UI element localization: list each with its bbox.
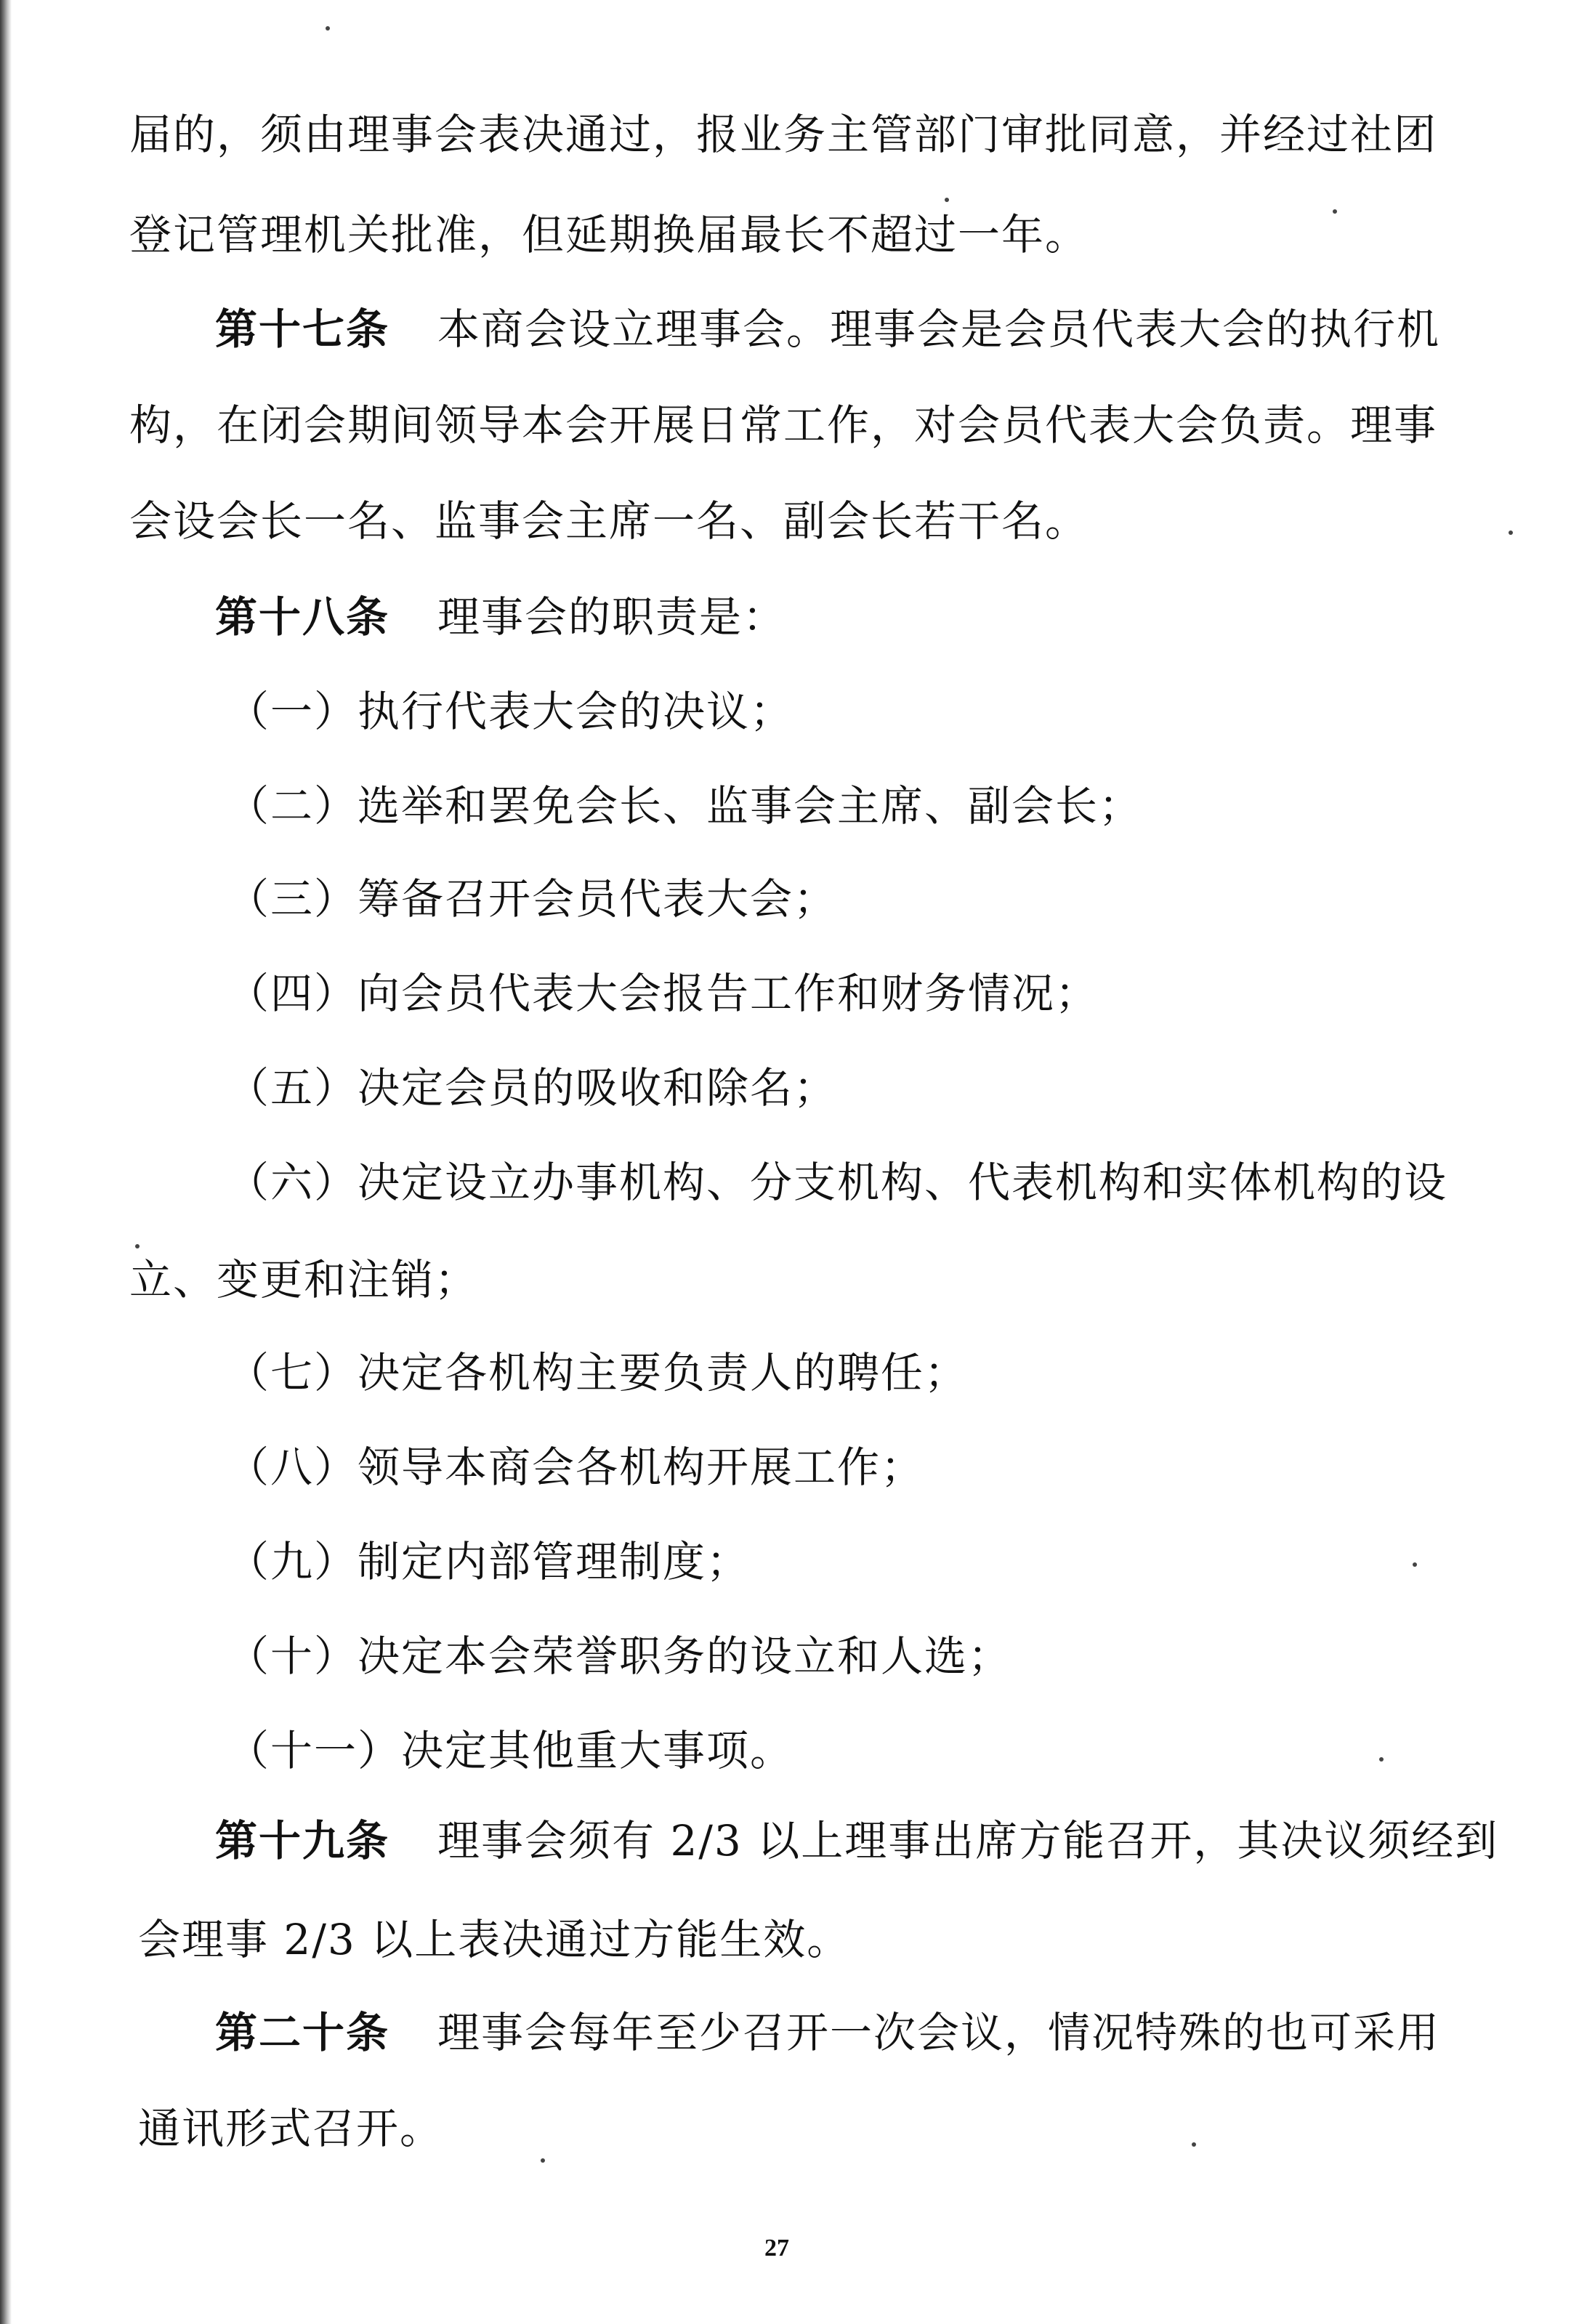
scan-speck — [1413, 1562, 1417, 1567]
text-line: 立、变更和注销； — [129, 1255, 479, 1304]
list-item: （六）决定设立办事机构、分支机构、代表机构和实体机构的设 — [227, 1158, 1448, 1207]
text-line: 登记管理机关批准，但延期换届最长不超过一年。 — [129, 210, 1089, 259]
text-line: 会理事 2/3 以上表决通过方能生效。 — [138, 1915, 851, 1964]
article-17-text: 本商会设立理事会。理事会是会员代表大会的执行机 — [437, 304, 1441, 354]
scan-speck — [945, 198, 949, 202]
list-item: （九）制定内部管理制度； — [227, 1537, 751, 1586]
text-line: 通讯形式召开。 — [138, 2104, 444, 2153]
scan-speck — [1192, 2142, 1196, 2147]
list-item: （二）选举和罢免会长、监事会主席、副会长； — [227, 781, 1143, 831]
scan-speck — [1509, 530, 1513, 535]
list-item: （十一）决定其他重大事项。 — [227, 1726, 794, 1775]
text-line: 届的，须由理事会表决通过，报业务主管部门审批同意，并经过社团 — [129, 110, 1438, 159]
article-19-number: 第十九条 — [215, 1816, 390, 1865]
scan-speck — [326, 26, 330, 31]
scan-speck — [1333, 209, 1337, 214]
article-19-text: 理事会须有 2/3 以上理事出席方能召开，其决议须经到 — [437, 1816, 1499, 1865]
article-17-number: 第十七条 — [215, 304, 390, 354]
scan-speck — [1379, 1757, 1384, 1762]
list-item: （十）决定本会荣誉职务的设立和人选； — [227, 1631, 1012, 1681]
page-number: 27 — [764, 2235, 789, 2262]
article-18-heading — [215, 593, 786, 641]
list-item: （三）筹备召开会员代表大会； — [227, 874, 838, 924]
article-19-heading — [215, 1817, 1498, 1865]
article-20-number: 第二十条 — [215, 2008, 390, 2057]
list-item: （四）向会员代表大会报告工作和财务情况； — [227, 969, 1099, 1018]
list-item: （八）领导本商会各机构开展工作； — [227, 1443, 925, 1492]
article-18-text: 理事会的职责是： — [437, 592, 787, 642]
list-item: （七）决定各机构主要负责人的聘任； — [227, 1348, 969, 1397]
text-line: 会设会长一名、监事会主席一名、副会长若干名。 — [129, 496, 1089, 546]
article-20-text: 理事会每年至少召开一次会议，情况特殊的也可采用 — [437, 2008, 1441, 2057]
article-18-number: 第十八条 — [215, 592, 390, 642]
list-item: （一）执行代表大会的决议； — [227, 687, 794, 736]
article-17-heading — [215, 305, 1440, 353]
article-20-heading — [215, 2009, 1440, 2057]
list-item: （五）决定会员的吸收和除名； — [227, 1063, 838, 1113]
scan-speck — [541, 2158, 545, 2163]
text-line: 构，在闭会期间领导本会开展日常工作，对会员代表大会负责。理事 — [129, 400, 1438, 450]
scan-speck — [135, 1244, 140, 1248]
